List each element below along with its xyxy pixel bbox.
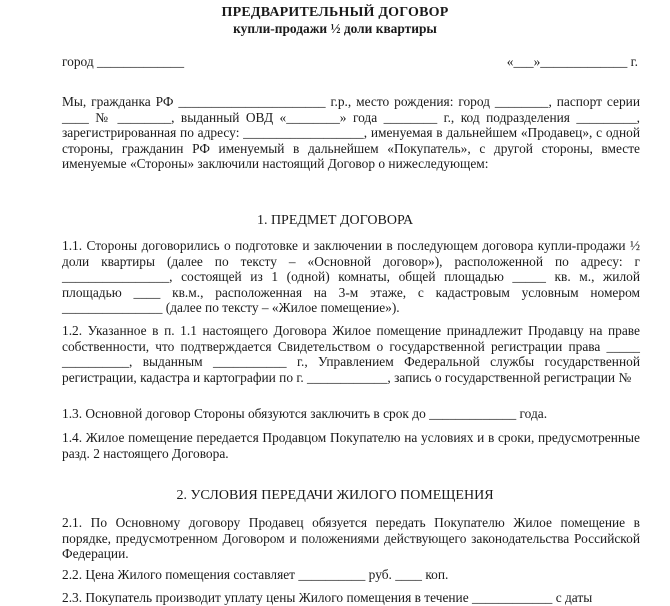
clause-1-4: 1.4. Жилое помещение передается Продавцом Покупателю на условиях и в сроки, предусмотренные разд. 2 настоящего Договора.	[62, 430, 640, 461]
date-field: «___»_____________ г.	[506, 54, 638, 69]
clause-2-2: 2.2. Цена Жилого помещения составляет __________ руб. ____ коп.	[62, 567, 449, 582]
clause-1-2: 1.2. Указанное в п. 1.1 настоящего Договора Жилое помещение принадлежит Продавцу на праве собственности, что подтверждается Свидетельством о государственной регистрации права _____ __________, выданным ___________ г., Управлением Федеральной службы государственной регистрации, кадастра и картографии по г. ____________, запись о государственной регистрации №	[62, 323, 640, 385]
city-field: город _____________	[62, 54, 185, 69]
document-title: ПРЕДВАРИТЕЛЬНЫЙ ДОГОВОР	[221, 5, 449, 20]
clause-2-3: 2.3. Покупатель производит уплату цены Жилого помещения в течение ____________ с даты	[62, 590, 593, 605]
clause-2-1: 2.1. По Основному договору Продавец обязуется передать Покупателю Жилое помещение в порядке, предусмотренном Договором и положениями действующего законодательства Российской Федерации.	[62, 515, 640, 562]
document-subtitle: купли-продажи ½ доли квартиры	[233, 21, 437, 36]
clause-1-3: 1.3. Основной договор Стороны обязуются заключить в срок до _____________ года.	[62, 406, 548, 421]
section-1-heading: 1. ПРЕДМЕТ ДОГОВОРА	[256, 213, 414, 228]
section-2-heading: 2. УСЛОВИЯ ПЕРЕДАЧИ ЖИЛОГО ПОМЕЩЕНИЯ	[176, 488, 494, 503]
clause-1-1: 1.1. Стороны договорились о подготовке и заключении в последующем договора купли-продажи ½ доли квартиры (далее по тексту – «Основной договор»), расположенной по адресу: г ________________, состоящей из 1 (одной) комнаты, общей площадью _____ кв. м., жилой площадью ____ кв.м., расположенная на 3-м этаже, с кадастровым условным номером _______________ (далее по тексту – «Жилое помещение»).	[62, 238, 640, 316]
intro-paragraph: Мы, гражданка РФ ______________________ г.р., место рождения: город ________, паспорт серии ____ № ________, выданный ОВД «________» года ________ г., код подразделения _________, зарегистрированная по адресу: __________________, именуемая в дальнейшем «Продавец», с одной стороны, гражданин РФ именуемый в дальнейшем «Покупатель», с другой стороны, вместе именуемые «Стороны» заключили настоящий Договор о нижеследующем:	[62, 94, 640, 172]
